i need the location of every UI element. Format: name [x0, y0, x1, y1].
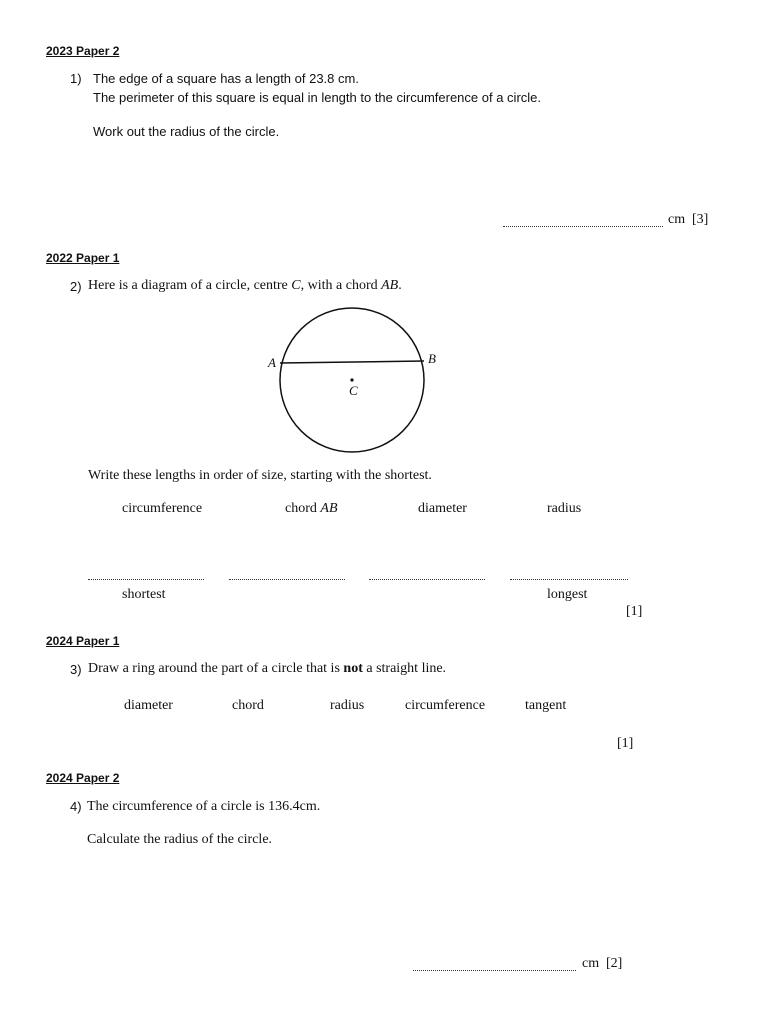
- q4-number: 4): [70, 799, 82, 814]
- q1-instruction: Work out the radius of the circle.: [93, 124, 280, 139]
- q2-number: 2): [70, 279, 82, 294]
- circle-diagram: [262, 305, 442, 455]
- q2-answer-line-4[interactable]: [510, 579, 628, 580]
- q4-instruction: Calculate the radius of the circle.: [87, 832, 273, 847]
- q2-option-circumference: circumference: [122, 501, 203, 516]
- q3-stem: Draw a ring around the part of a circle that is not a straight line.: [88, 661, 447, 676]
- q3-option-tangent[interactable]: tangent: [525, 698, 567, 713]
- q2-header: 2022 Paper 1: [46, 251, 120, 265]
- q3-number: 3): [70, 662, 82, 677]
- q2-shortest-label: shortest: [122, 587, 166, 602]
- q2-answer-line-1[interactable]: [88, 579, 204, 580]
- q2-option-chord: chord AB: [285, 501, 338, 516]
- centre-point: [350, 378, 353, 381]
- q4-marks: [2]: [606, 956, 623, 971]
- q2-stem: Here is a diagram of a circle, centre C, with a chord AB.: [88, 278, 402, 293]
- q1-number: 1): [70, 71, 82, 86]
- q3-option-chord[interactable]: chord: [232, 698, 264, 713]
- q2-instruction: Write these lengths in order of size, starting with the shortest.: [88, 468, 432, 483]
- q2-longest-label: longest: [547, 587, 588, 602]
- q3-option-circumference[interactable]: circumference: [405, 698, 486, 713]
- q2-answer-line-3[interactable]: [369, 579, 485, 580]
- q1-header: 2023 Paper 2: [46, 44, 120, 58]
- q3-header: 2024 Paper 1: [46, 634, 120, 648]
- q1-marks: [3]: [692, 212, 709, 227]
- q2-marks: [1]: [626, 604, 643, 619]
- label-c: C: [349, 383, 358, 398]
- q1-answer-line[interactable]: [503, 226, 663, 227]
- q4-answer-line[interactable]: [413, 970, 576, 971]
- q3-option-diameter[interactable]: diameter: [124, 698, 173, 713]
- q2-option-diameter: diameter: [418, 501, 467, 516]
- q4-unit: cm: [582, 956, 600, 971]
- chord-ab: [280, 361, 424, 363]
- q1-line1: The edge of a square has a length of 23.8 cm.: [93, 71, 359, 86]
- q3-marks: [1]: [617, 736, 634, 751]
- q1-unit: cm: [668, 212, 686, 227]
- label-a: A: [268, 355, 276, 370]
- q3-option-radius[interactable]: radius: [330, 698, 365, 713]
- label-b: B: [428, 351, 436, 366]
- q2-option-radius: radius: [547, 501, 582, 516]
- q4-stem: The circumference of a circle is 136.4cm.: [87, 799, 321, 814]
- q2-answer-line-2[interactable]: [229, 579, 345, 580]
- q1-line2: The perimeter of this square is equal in length to the circumference of a circle.: [93, 90, 541, 105]
- q4-header: 2024 Paper 2: [46, 771, 120, 785]
